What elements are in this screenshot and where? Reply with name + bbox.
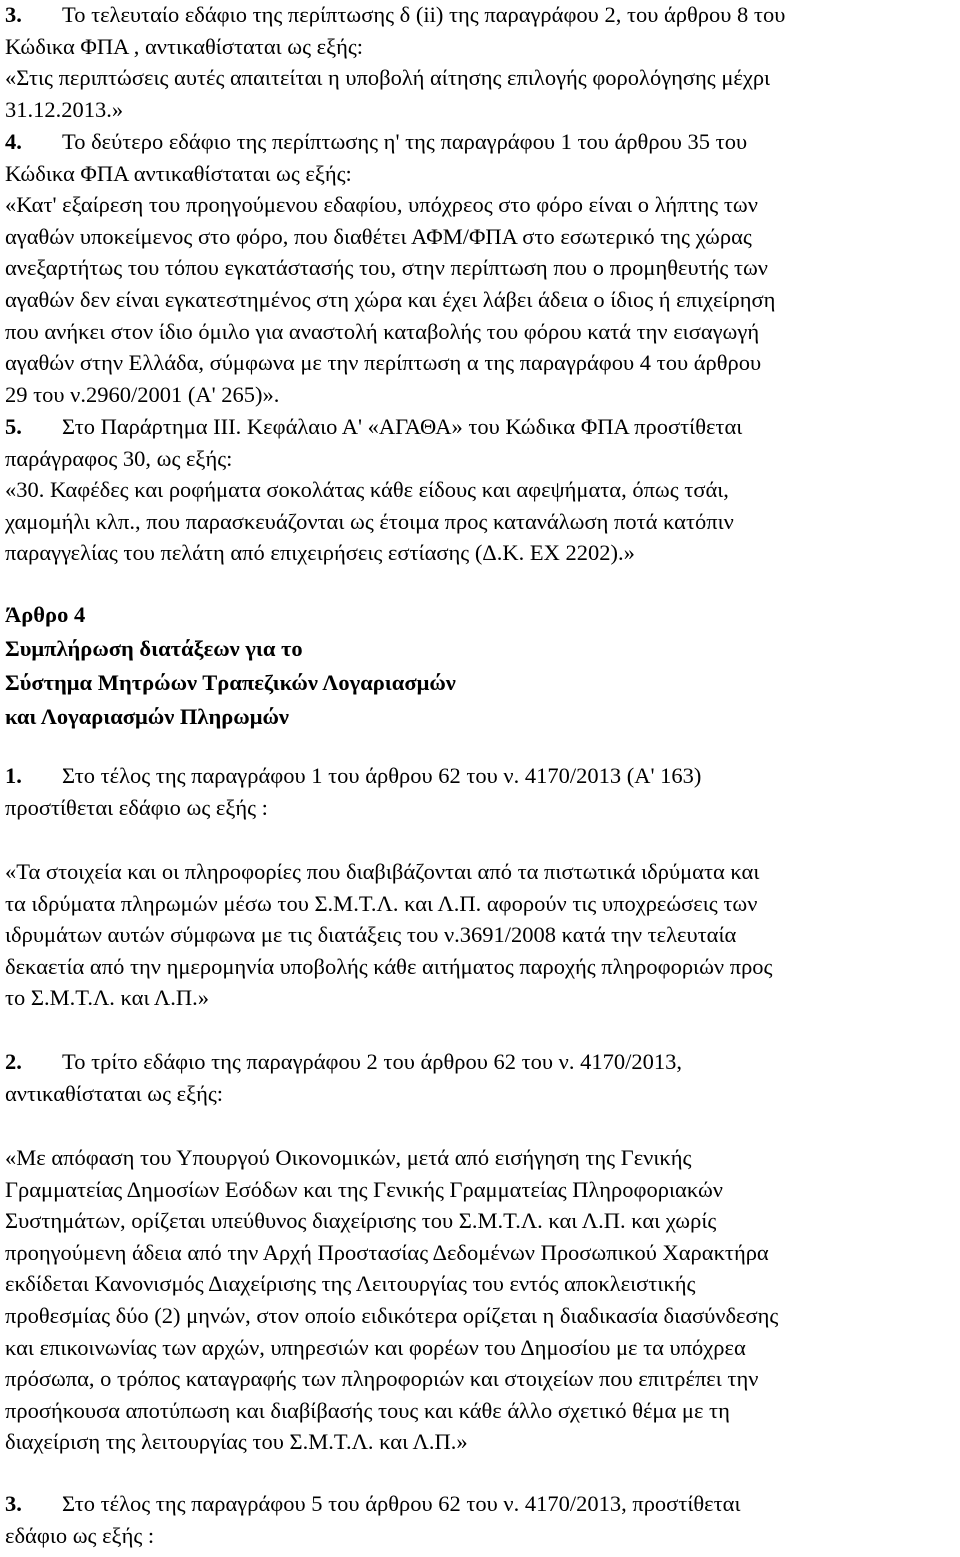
line-text: Συστημάτων, ορίζεται υπεύθυνος διαχείρισης του Σ.Μ.Τ.Λ. και Λ.Π. και χωρίς bbox=[5, 1208, 717, 1234]
text-line bbox=[5, 1143, 691, 1173]
text-line bbox=[5, 857, 759, 887]
line-text: Το τελευταίο εδάφιο της περίπτωσης δ (ii) της παραγράφου 2, του άρθρου 8 του bbox=[62, 2, 786, 27]
line-text: ανεξαρτήτως του τόπου εγκατάστασής του, στην περίπτωση που ο προμηθευτής των bbox=[5, 255, 768, 281]
text-line bbox=[5, 348, 761, 378]
text-line bbox=[5, 538, 635, 568]
text-line bbox=[5, 952, 772, 982]
text-line bbox=[5, 444, 232, 474]
line-text: παράγραφος 30, ως εξής: bbox=[5, 445, 233, 471]
line-text: εκδίδεται Κανονισμός Διαχείρισης της Λειτουργίας του εντός αποκλειστικής bbox=[5, 1271, 696, 1297]
text-line bbox=[5, 285, 775, 315]
text-line bbox=[5, 1489, 741, 1519]
text-line bbox=[5, 32, 363, 62]
text-line bbox=[5, 190, 758, 220]
text-line bbox=[5, 920, 736, 950]
line-text: διαχείριση της λειτουργίας του Σ.Μ.Τ.Λ. και Λ.Π.» bbox=[5, 1429, 468, 1455]
text-line bbox=[5, 1175, 723, 1205]
text-line bbox=[5, 317, 759, 347]
text-line bbox=[5, 793, 268, 823]
line-text: Συμπλήρωση διατάξεων για το bbox=[5, 636, 303, 661]
line-text: «Κατ' εξαίρεση του προηγούμενου εδαφίου, υπόχρεος στο φόρο είναι ο λήπτης των bbox=[5, 192, 758, 218]
text-line bbox=[5, 0, 785, 30]
line-text: προηγούμενη άδεια από την Αρχή Προστασίας Δεδομένων Προσωπικού Χαρακτήρα bbox=[5, 1239, 769, 1265]
text-line bbox=[5, 1396, 730, 1426]
item-number: 3. bbox=[5, 1491, 22, 1516]
text-line bbox=[5, 1364, 758, 1394]
text-line bbox=[5, 412, 742, 442]
text-line bbox=[5, 1521, 154, 1551]
line-text: χαμομήλι κλπ., που παρασκευάζονται ως έτοιμα προς κατανάλωση ποτά κατόπιν bbox=[5, 508, 734, 534]
line-text: που ανήκει στον ίδιο όμιλο για αναστολή καταβολής του φόρου κατά την εισαγωγή bbox=[5, 318, 760, 344]
line-text: και επικοινωνίας των αρχών, υπηρεσιών και φορέων του Δημοσίου με τα υπόχρεα bbox=[5, 1334, 746, 1360]
line-text: 29 του ν.2960/2001 (Α' 265)». bbox=[5, 381, 280, 407]
line-text: εδάφιο ως εξής : bbox=[5, 1522, 155, 1548]
heading-line bbox=[5, 600, 85, 630]
item-number: 2. bbox=[5, 1049, 22, 1074]
text-line bbox=[5, 983, 209, 1013]
line-text: προστίθεται εδάφιο ως εξής : bbox=[5, 794, 268, 820]
line-text: προσήκουσα αποτύπωση και διαβίβασής τους και κάθε άλλο σχετικό θέμα με τη bbox=[5, 1397, 730, 1423]
text-line bbox=[5, 1427, 468, 1457]
line-text: «30. Καφέδες και ροφήματα σοκολάτας κάθε είδους και αφεψήματα, όπως τσάι, bbox=[5, 477, 729, 503]
text-line bbox=[5, 1238, 769, 1268]
text-line bbox=[5, 1079, 223, 1109]
text-line bbox=[5, 222, 752, 252]
text-line bbox=[5, 63, 770, 93]
heading-line bbox=[5, 702, 289, 732]
line-text: αγαθών υποκείμενος στο φόρο, που διαθέτει ΑΦΜ/ΦΠΑ στο εσωτερικό της χώρας bbox=[5, 223, 752, 249]
item-number: 1. bbox=[5, 763, 22, 788]
line-text: «Τα στοιχεία και οι πληροφορίες που διαβιβάζονται από τα πιστωτικά ιδρύματα και bbox=[5, 859, 760, 884]
line-text: Σύστημα Μητρώων Τραπεζικών Λογαριασμών bbox=[5, 670, 456, 695]
line-text: Στο τέλος της παραγράφου 5 του άρθρου 62 του ν. 4170/2013, προστίθεται bbox=[62, 1491, 741, 1516]
heading-line bbox=[5, 634, 303, 664]
line-text: δεκαετία από την ημερομηνία υποβολής κάθε αιτήματος παροχής πληροφοριών προς bbox=[5, 953, 773, 979]
line-text: Κώδικα ΦΠΑ αντικαθίσταται ως εξής: bbox=[5, 160, 352, 186]
line-text: 31.12.2013.» bbox=[5, 96, 124, 122]
text-line bbox=[5, 127, 747, 157]
line-text: τα ιδρύματα πληρωμών μέσω του Σ.Μ.Τ.Λ. και Λ.Π. αφορούν τις υποχρεώσεις των bbox=[5, 890, 758, 916]
line-text: αγαθών στην Ελλάδα, σύμφωνα με την περίπτωση α της παραγράφου 4 του άρθρου bbox=[5, 350, 762, 376]
line-text: «Στις περιπτώσεις αυτές απαιτείται η υποβολή αίτησης επιλογής φορολόγησης μέχρι bbox=[5, 65, 771, 91]
line-text: Άρθρο 4 bbox=[5, 602, 86, 627]
item-number: 4. bbox=[5, 129, 22, 154]
line-text: Κώδικα ΦΠΑ , αντικαθίσταται ως εξής: bbox=[5, 33, 364, 59]
line-text: Στο Παράρτημα ΙΙΙ. Κεφάλαιο Α' «ΑΓΑΘΑ» του Κώδικα ΦΠΑ προστίθεται bbox=[62, 414, 743, 439]
line-text: αντικαθίσταται ως εξής: bbox=[5, 1080, 224, 1106]
line-text: «Με απόφαση του Υπουργού Οικονομικών, μετά από εισήγηση της Γενικής bbox=[5, 1145, 692, 1170]
text-line bbox=[5, 1301, 778, 1331]
line-text: Το δεύτερο εδάφιο της περίπτωσης η' της παραγράφου 1 του άρθρου 35 του bbox=[62, 129, 748, 154]
text-line bbox=[5, 507, 734, 537]
text-line bbox=[5, 253, 768, 283]
text-line bbox=[5, 761, 701, 791]
text-line bbox=[5, 95, 123, 125]
line-text: το Σ.Μ.Τ.Λ. και Λ.Π.» bbox=[5, 985, 209, 1011]
text-line bbox=[5, 1206, 716, 1236]
line-text: Το τρίτο εδάφιο της παραγράφου 2 του άρθρου 62 του ν. 4170/2013, bbox=[62, 1049, 682, 1074]
line-text: αγαθών δεν είναι εγκατεστημένος στη χώρα και έχει λάβει άδεια ο ίδιος ή επιχείρηση bbox=[5, 287, 776, 312]
heading-line bbox=[5, 668, 456, 698]
text-line bbox=[5, 1269, 695, 1299]
text-line bbox=[5, 1047, 682, 1077]
line-text: πρόσωπα, ο τρόπος καταγραφής των πληροφοριών και στοιχείων που επιτρέπει την bbox=[5, 1366, 759, 1392]
line-text: Γραμματείας Δημοσίων Εσόδων και της Γενικής Γραμματείας Πληροφοριακών bbox=[5, 1176, 723, 1202]
text-line bbox=[5, 889, 757, 919]
line-text: και Λογαριασμών Πληρωμών bbox=[5, 704, 289, 729]
item-number: 5. bbox=[5, 414, 22, 439]
line-text: παραγγελίας του πελάτη από επιχειρήσεις εστίασης (Δ.Κ. ΕΧ 2202).» bbox=[5, 540, 635, 566]
line-text: προθεσμίας δύο (2) μηνών, στον οποίο ειδικότερα ορίζεται η διαδικασία διασύνδεσης bbox=[5, 1303, 779, 1328]
line-text: Στο τέλος της παραγράφου 1 του άρθρου 62 του ν. 4170/2013 (Α' 163) bbox=[62, 763, 702, 788]
text-line bbox=[5, 159, 352, 189]
item-number: 3. bbox=[5, 2, 22, 27]
text-line bbox=[5, 475, 729, 505]
line-text: ιδρυμάτων αυτών σύμφωνα με τις διατάξεις του ν.3691/2008 κατά την τελευταία bbox=[5, 922, 737, 948]
text-line bbox=[5, 380, 279, 410]
text-line bbox=[5, 1333, 746, 1363]
